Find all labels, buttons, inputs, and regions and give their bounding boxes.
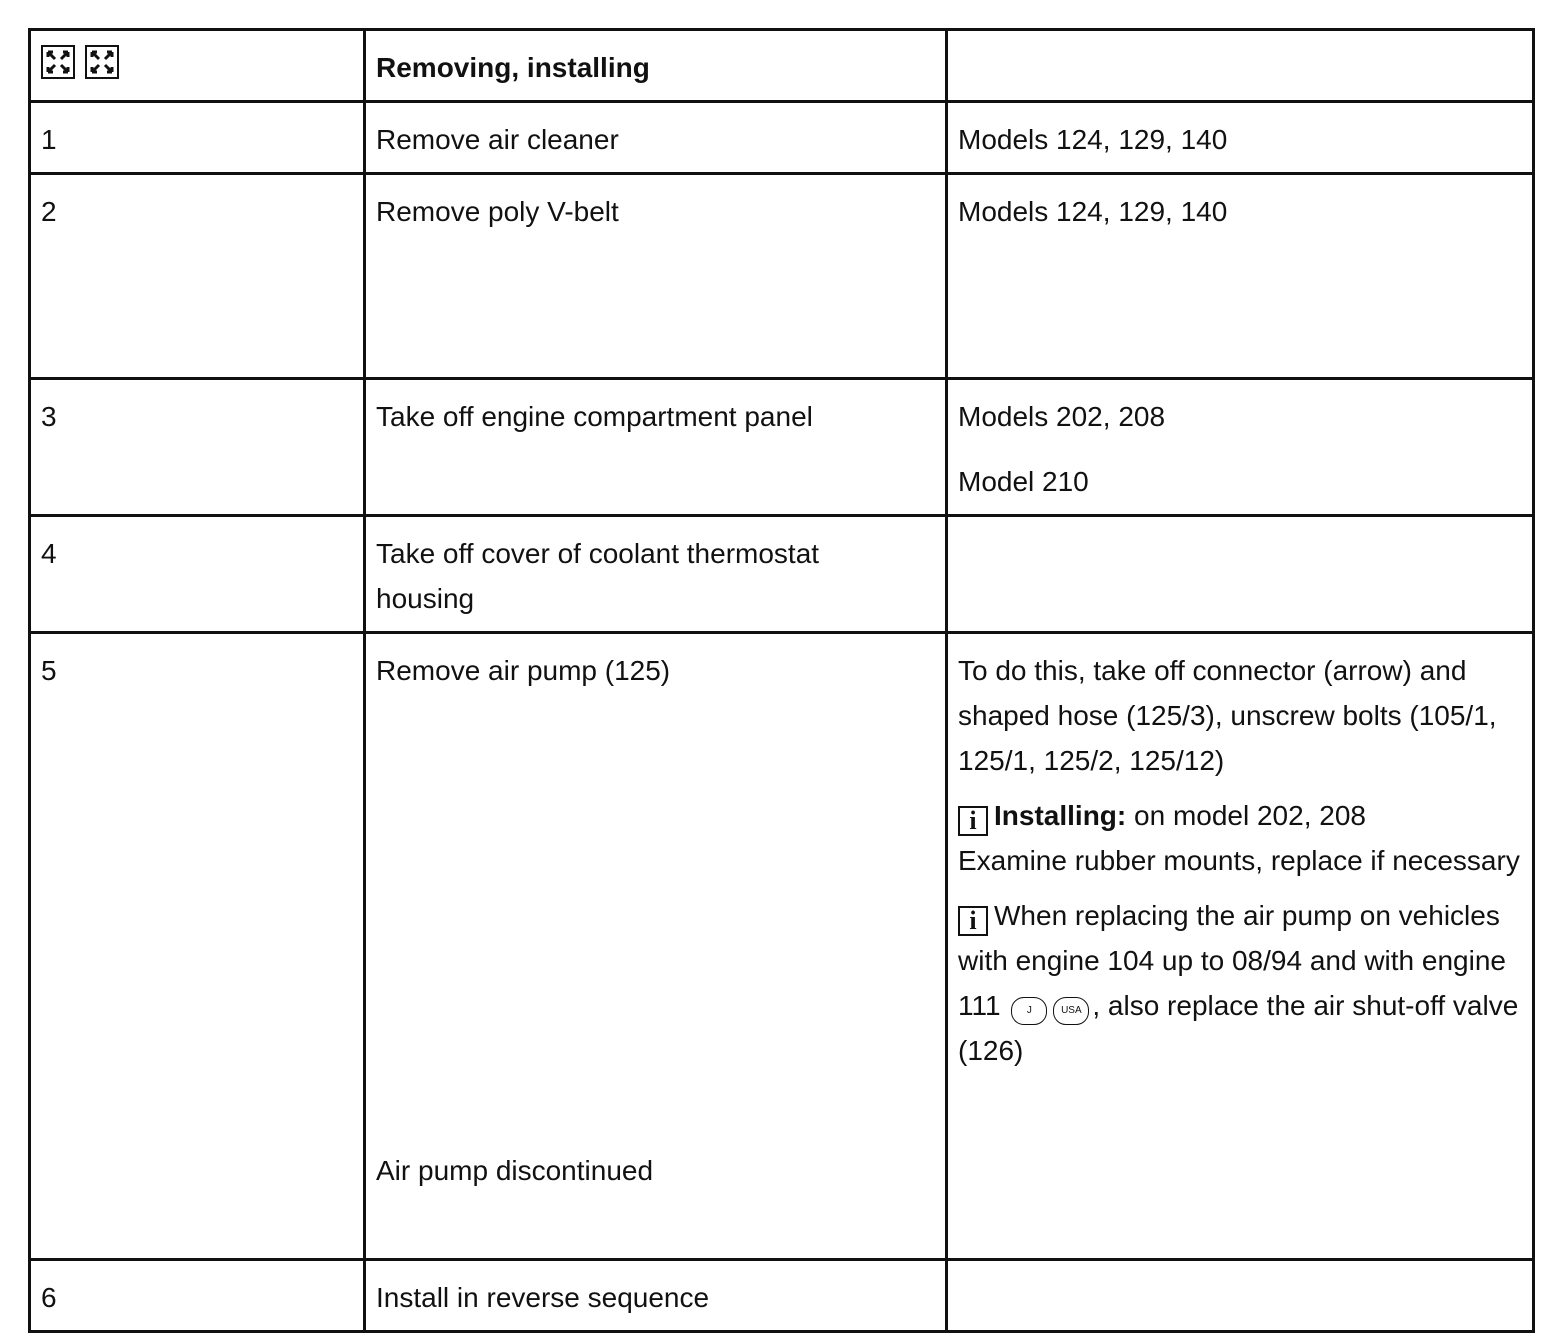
step-text: Remove air pump (125) [376,655,671,686]
step-text: Take off engine compartment panel [365,379,947,516]
step-notes [947,102,1534,174]
note-text: on model 202, 208 [1126,800,1366,831]
header-icons-cell [30,30,365,102]
step-notes [947,516,1534,633]
step-text: Take off cover of coolant thermostat housing [365,516,947,633]
step-notes [947,379,1534,516]
step-notes [947,1260,1534,1332]
table-header-row [30,30,1534,102]
note-line: Model 210 [958,466,1089,497]
note-line: Models 124, 129, 140 [958,196,1228,227]
step-text: Remove air cleaner [365,102,947,174]
table-row [30,633,1534,1260]
table-row [30,379,1534,516]
note-text: Examine rubber mounts, replace if necessary [958,845,1520,876]
header-notes-cell [947,30,1534,102]
note-line: Models 202, 208 [958,401,1166,432]
note-label: Installing: [994,800,1127,831]
expand-corners-icon [41,45,75,79]
info-note-replacement [958,893,1522,1073]
step-number: 1 [30,102,365,174]
step-remark: Air pump discontinued [376,1155,654,1186]
header-title: Removing, installing [365,30,947,102]
step-number: 2 [30,174,365,379]
step-number: 4 [30,516,365,633]
step-number: 6 [30,1260,365,1332]
country-usa-badge: USA [1053,997,1089,1025]
step-text: Install in reverse sequence [365,1260,947,1332]
info-icon: i [958,806,988,836]
expand-corners-icon [85,45,119,79]
table-row [30,174,1534,379]
note-line: Models 124, 129, 140 [958,124,1228,155]
info-note-installing [958,793,1522,883]
step-number: 5 [30,633,365,1260]
table-row [30,516,1534,633]
procedure-table [28,28,1535,1333]
info-icon: i [958,906,988,936]
country-j-badge: J [1011,997,1047,1025]
note-text: , also replace the air shut-off valve (126) [958,990,1519,1066]
step-number: 3 [30,379,365,516]
instruction-paragraph: To do this, take off connector (arrow) and shaped hose (125/3), unscrew bolts (105/1, 125/1, 125/2, 125/12) [958,655,1497,776]
step-notes [947,174,1534,379]
step-text: Remove poly V-belt [365,174,947,379]
table-row [30,102,1534,174]
table-row [30,1260,1534,1332]
note-text: When replacing the air pump on vehicles with engine 104 up to 08/94 and with engine 111 [958,900,1506,1021]
step-text-cell [365,633,947,1260]
step-notes [947,633,1534,1260]
